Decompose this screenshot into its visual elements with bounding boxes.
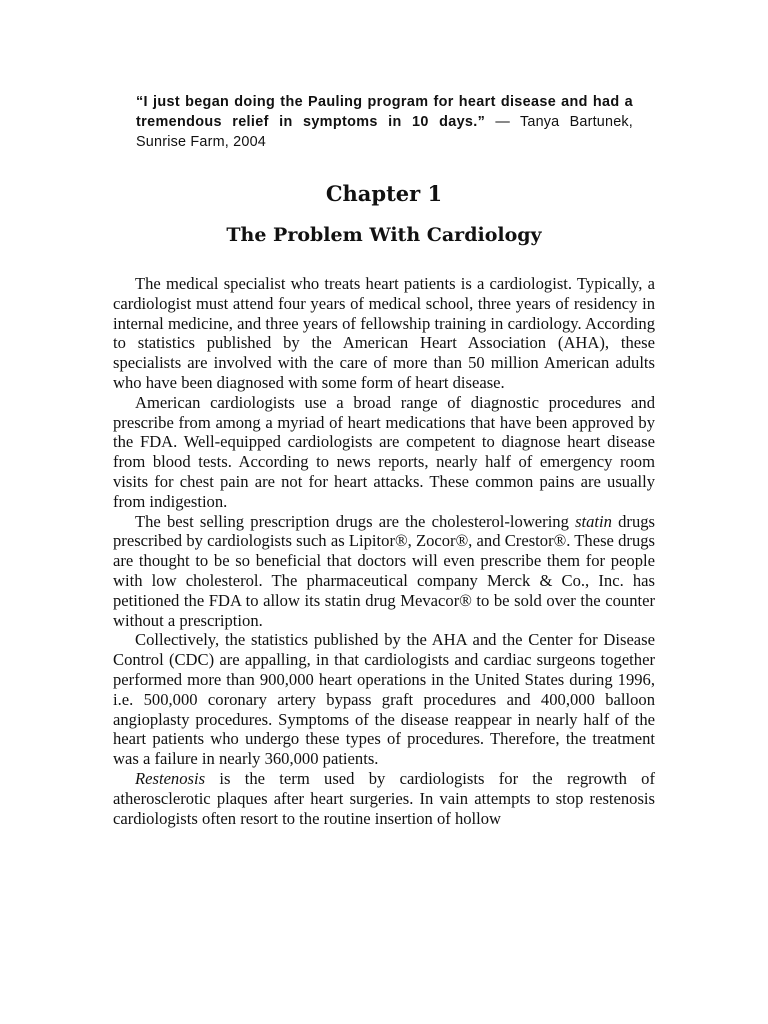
paragraph-5-rest: is the term used by cardiologists for the regrowth of atherosclerotic plaques after heart surgeries. In vain attempts to stop restenosis cardiologists often resort to the routine insertion of hollow	[113, 768, 655, 828]
paragraph-3-end: drugs prescribed by cardiologists such as Lipitor®, Zocor®, and Crestor®. These drugs are thought to be so beneficial that doctors will even prescribe them for people with low cholesterol. The pharmaceutical company Merck & Co., Inc. has petitioned the FDA to allow its statin drug Mevacor® to be sold over the counter without a prescription.	[113, 511, 655, 630]
quote-text: “I just began doing the Pauling program for heart disease and had a tremendous relief in symptoms in 10 days.”	[136, 94, 633, 130]
epigraph-quote	[136, 92, 633, 152]
paragraph-5	[113, 769, 655, 828]
paragraph-3-start: The best selling prescription drugs are the cholesterol-lowering	[135, 511, 576, 531]
chapter-number: Chapter 1	[325, 181, 443, 206]
paragraph-3	[113, 512, 655, 631]
paragraph-2: American cardiologists use a broad range of diagnostic procedures and prescribe from among a myriad of heart medications that have been approved by the FDA. Well-equipped cardiologists are competent to diagnose heart disease from blood tests. According to news reports, nearly half of emergency room visits for chest pain are not for heart attacks. These common pains are usually from indigestion.	[113, 392, 655, 511]
restenosis-term: Restenosis	[135, 768, 206, 788]
paragraph-4: Collectively, the statistics published by the AHA and the Center for Disease Control (CDC) are appalling, in that cardiologists and cardiac surgeons together performed more than 900,000 heart operations in the United States during 1996, i.e. 500,000 coronary artery bypass graft procedures and 400,000 balloon angioplasty procedures. Symptoms of the disease reappear in nearly half of the heart patients who undergo these types of procedures. Therefore, the treatment was a failure in nearly 360,000 patients.	[113, 630, 655, 769]
quote-attribution: — Tanya Bartunek, Sunrise Farm, 2004	[136, 114, 633, 150]
chapter-title: The Problem With Cardiology	[226, 224, 542, 246]
statin-term: statin	[575, 511, 612, 531]
paragraph-1: The medical specialist who treats heart patients is a cardiologist. Typically, a cardiologist must attend four years of medical school, three years of residency in internal medicine, and three years of fellowship training in cardiology. According to statistics published by the American Heart Association (AHA), these specialists are involved with the care of more than 50 million American adults who have been diagnosed with some form of heart disease.	[113, 274, 655, 392]
chapter-body	[113, 274, 655, 828]
